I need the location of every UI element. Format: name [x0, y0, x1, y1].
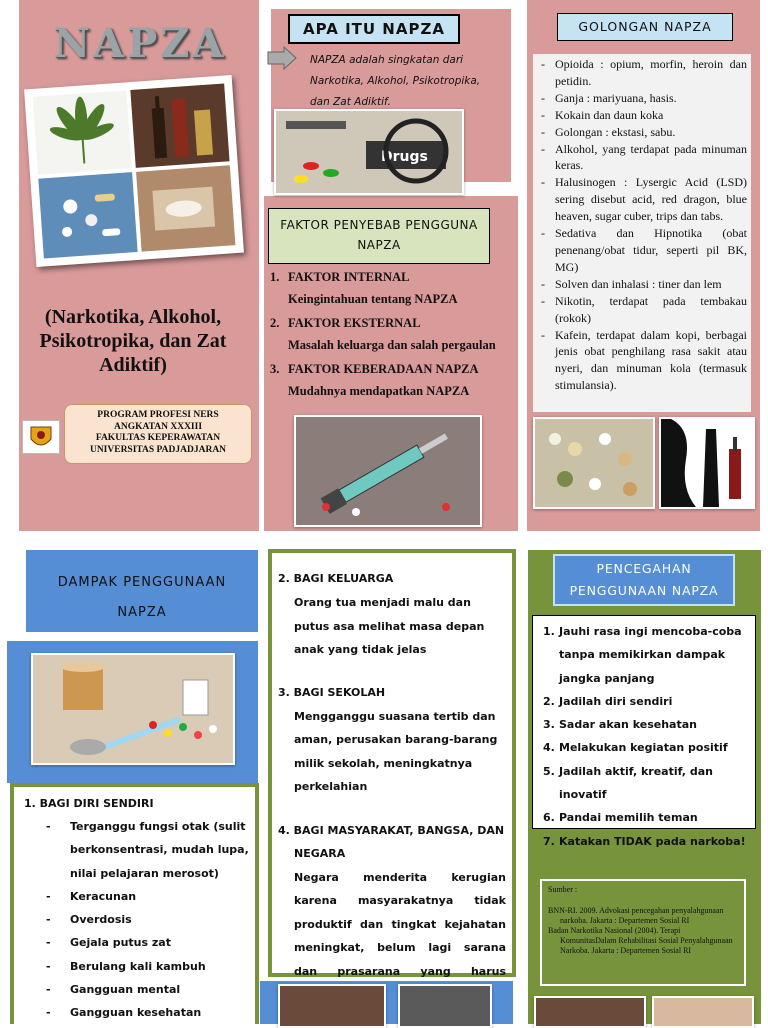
pills-image — [38, 172, 137, 258]
faktor-desc: Mudahnya mendapatkan NAPZA — [288, 384, 470, 398]
faktor-list — [270, 270, 510, 399]
dampak-diri-item: - Gangguan kesehatan — [46, 1001, 249, 1024]
pencegahan-text: Jauhi rasa ingi mencoba-coba tanpa memikirkan dampak jangka panjang — [559, 625, 742, 685]
sumber-item: Badan Narkotika Nasional (2004). Terapi KomunitasDalam Rehabilitasi Sosial Penyalahgunaan Narkoba. Jakarta : Departemen Sosial RI — [548, 926, 733, 955]
dampak-section-title: 4. BAGI MASYARAKAT, BANGSA, DAN NEGARA — [278, 823, 505, 860]
golongan-item: - Halusinogen : Lysergic Acid (LSD) sering disebut acid, red dragon, blue heaven, sugar cuber, trips dan tabs. — [541, 174, 747, 225]
alcohol-bottles-image — [130, 84, 229, 168]
syringe-image — [294, 415, 482, 527]
faktor-heading: FAKTOR PENYEBAB PENGGUNA NAPZA — [268, 208, 490, 264]
pencegahan-heading: PENCEGAHAN PENGGUNAAN NAPZA — [553, 554, 735, 606]
dampak-diri-item: - Berulang kali kambuh — [46, 955, 249, 978]
university-logo — [22, 420, 60, 454]
pencegahan-text: Pandai memilih teman — [559, 811, 698, 825]
golongan-item: - Kafein, terdapat dalam kopi, berbagai jenis obat penghilang rasa sakit atau nyeri, dan minuman kola (termasuk stimulansia). — [541, 327, 747, 395]
pencegahan-text: Jadilah aktif, kreatif, dan inovatif — [559, 764, 713, 802]
dampak-lanjutan-box — [268, 549, 516, 977]
arrow-icon — [266, 46, 298, 75]
powder-image — [136, 165, 235, 251]
cannabis-leaf-image — [33, 90, 132, 174]
golongan-item: - Ganja : mariyuana, hasis. — [541, 90, 747, 107]
faktor-item — [270, 270, 510, 316]
dampak-section-body: Negara menderita kerugian karena masyarakatnya tidak produktif dan tingkat kejahatan meningkat, belum lagi sarana dan prasarana yang harus — [294, 870, 506, 978]
dampak-section — [278, 819, 506, 1007]
teen-smoking-image — [278, 984, 386, 1028]
faktor-title: FAKTOR EKSTERNAL — [288, 316, 421, 330]
faktor-item — [270, 362, 510, 399]
despair-image — [398, 984, 492, 1028]
program-line: UNIVERSITAS PADJADJARAN — [89, 444, 227, 455]
dampak-diri-item: - Gangguan mental — [46, 978, 249, 1001]
program-line: FAKULTAS KEPERAWATAN — [95, 433, 221, 443]
faktor-num: 2. — [270, 316, 280, 330]
pencegahan-text: Sadar akan kesehatan — [559, 718, 697, 732]
pencegahan-num: 7. — [543, 834, 555, 848]
pencegahan-text: Melakukan kegiatan positif — [559, 741, 728, 755]
dampak-section — [278, 571, 506, 662]
golongan-item: - Solven dan inhalasi : tiner dan lem — [541, 276, 747, 293]
dampak-diri-item: - Gejala putus zat — [46, 931, 249, 954]
golongan-item: - Sedativa dan Hipnotika (obat penenang/obat tidur, seperti pil BK, MG) — [541, 225, 747, 276]
sumber-box — [540, 879, 746, 986]
faktor-desc: Masalah keluarga dan salah pergaulan — [288, 338, 496, 352]
pencegahan-item — [543, 760, 751, 807]
apa-itu-heading: APA ITU NAPZA — [288, 14, 460, 44]
golongan-item: - Alkohol, yang terdapat pada minuman keras. — [541, 141, 747, 175]
alcohol-silhouette-image — [659, 417, 755, 509]
pencegahan-text: Jadilah diri sendiri — [559, 694, 673, 708]
dampak-diri-item: - Keracunan — [46, 885, 249, 908]
pencegahan-num: 6. — [543, 811, 555, 825]
pencegahan-num: 2. — [543, 694, 555, 708]
photo-drugs-label: Drugs — [381, 149, 428, 165]
sumber-label: Sumber : — [548, 885, 578, 894]
pencegahan-item — [543, 736, 751, 759]
pencegahan-text: Katakan TIDAK pada narkoba! — [559, 834, 746, 848]
dampak-section-body: Orang tua menjadi malu dan putus asa melihat masa depan anak yang tidak jelas — [294, 596, 485, 656]
pencegahan-num: 5. — [543, 764, 555, 778]
faktor-item — [270, 316, 510, 362]
dampak-heading: DAMPAK PENGGUNAAN NAPZA — [57, 575, 227, 620]
faktor-num: 1. — [270, 270, 280, 284]
golongan-heading: GOLONGAN NAPZA — [557, 13, 733, 41]
cover-title: NAPZA — [53, 20, 227, 67]
pencegahan-list-box — [532, 615, 756, 848]
cover-photo-collage — [24, 75, 244, 267]
pencegahan-num: 4. — [543, 741, 555, 755]
pencegahan-item — [543, 713, 751, 736]
faktor-desc: Keingintahuan tentang NAPZA — [288, 292, 458, 306]
napza-definition: NAPZA adalah singkatan dari Narkotika, Alkohol, Psikotropika, dan Zat Adiktif. — [310, 54, 481, 108]
dampak-section-body: Mengganggu suasana tertib dan aman, perusakan barang-barang milik sekolah, meningkatnya perkelahian — [294, 709, 498, 793]
golongan-item: - Opioida : opium, morfin, heroin dan petidin. — [541, 56, 747, 90]
pencegahan-num: 3. — [543, 718, 555, 732]
child-image — [652, 996, 754, 1028]
cover-subtitle: (Narkotika, Alkohol, Psikotropika, dan Zat Adiktif) — [39, 306, 227, 376]
pencegahan-item — [543, 620, 751, 690]
dampak-diri-item: - Overdosis — [46, 908, 249, 931]
faktor-title: FAKTOR INTERNAL — [288, 270, 410, 284]
pencegahan-num: 1. — [543, 625, 555, 638]
pills-pile-image — [533, 417, 655, 509]
golongan-item: - Golongan : ekstasi, sabu. — [541, 124, 747, 141]
sleeping-person-image — [534, 996, 646, 1028]
golongan-item: - Kokain dan daun koka — [541, 107, 747, 124]
faktor-num: 3. — [270, 362, 280, 376]
sumber-item: BNN-RI. 2009. Advokasi pencegahan penyalahgunaan narkoba. Jakarta : Departemen Sosial RI — [548, 906, 724, 925]
dampak-diri-item: - Terganggu fungsi otak (sulit berkonsentrasi, mudah lupa, nilai pelajaran merosot) — [46, 815, 249, 885]
dampak-diri-title: 1. BAGI DIRI SENDIRI — [24, 797, 154, 810]
program-line: PROGRAM PROFESI NERS — [97, 410, 219, 420]
dampak-section-title: 3. BAGI SEKOLAH — [278, 685, 386, 699]
faktor-title: FAKTOR KEBERADAAN NAPZA — [288, 362, 479, 376]
dampak-section-title: 2. BAGI KELUARGA — [278, 572, 394, 585]
program-box — [64, 404, 252, 464]
golongan-item: - Nikotin, terdapat pada tembakau (rokok) — [541, 293, 747, 327]
dampak-section — [278, 685, 506, 799]
pencegahan-item — [543, 806, 751, 829]
drugs-table-image — [31, 653, 235, 765]
golongan-list-box — [533, 54, 751, 412]
program-line: ANGKATAN XXXIII — [113, 421, 203, 432]
drugs-newspaper-image — [274, 109, 464, 195]
pencegahan-item — [543, 690, 751, 713]
dampak-diri-box — [10, 783, 259, 1024]
pencegahan-item — [543, 830, 751, 853]
